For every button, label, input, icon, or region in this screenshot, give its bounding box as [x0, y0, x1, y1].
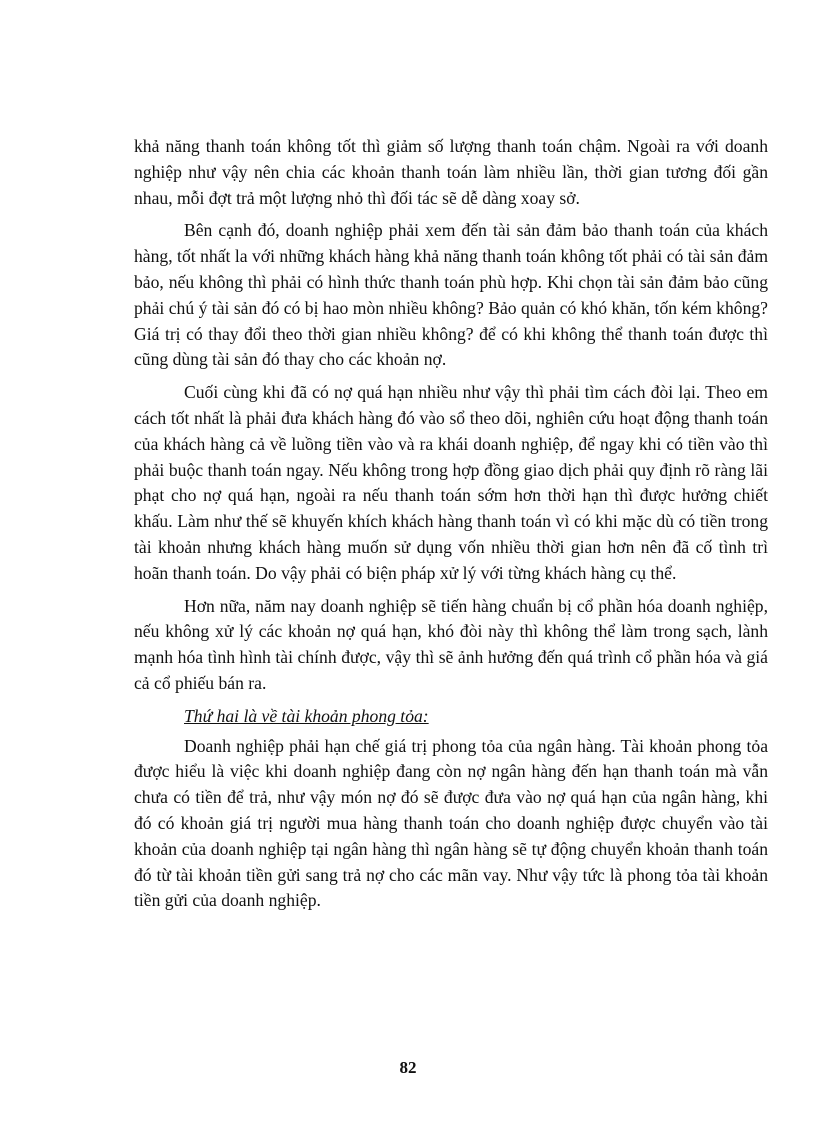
page-number: 82: [399, 1058, 417, 1077]
paragraph-overdue-debt: Cuối cùng khi đã có nợ quá hạn nhiều như vậy thì phải tìm cách đòi lại. Theo em cách tốt nhất là phải đưa khách hàng đó vào sổ theo dõi, nghiên cứu hoạt động thanh toán của khách hàng cả về luồng tiền vào và ra khái doanh nghiệp, để ngay khi có tiền vào thì phải buộc thanh toán ngay. Nếu không trong hợp đồng giao dịch phải quy định rõ ràng lãi phạt cho nợ quá hạn, ngoài ra nếu thanh toán sớm hơn thời hạn thì được hưởng chiết khấu. Làm như thế sẽ khuyến khích khách hàng thanh toán vì có khi mặc dù có tiền trong tài khoản nhưng khách hàng muốn sử dụng vốn nhiều thời gian hơn nên đã cố tình trì hoãn thanh toán. Do vậy phải có biện pháp xử lý với từng khách hàng cụ thể.: [134, 382, 768, 583]
paragraph-collateral: Bên cạnh đó, doanh nghiệp phải xem đến tài sản đảm bảo thanh toán của khách hàng, tốt nhất la với những khách hàng khả năng thanh toán không tốt phải có tài sản đảm bảo, nếu không thì phải có hình thức thanh toán phù hợp. Khi chọn tài sản đảm bảo cũng phải chú ý tài sản đó có bị hao mòn nhiều không? Bảo quản có khó khăn, tốn kém không? Giá trị có thay đổi theo thời gian nhiều không? để có khi không thể thanh toán được thì cũng dùng tài sản đó thay cho các khoản nợ.: [134, 220, 768, 370]
section-heading-blocked-account: Thứ hai là về tài khoản phong tỏa:: [184, 705, 429, 726]
paragraph-continuation: khả năng thanh toán không tốt thì giảm số lượng thanh toán chậm. Ngoài ra với doanh nghiệp như vậy nên chia các khoản thanh toán làm nhiều lần, thời gian tương đối gần nhau, mỗi đợt trả một lượng nhỏ thì đối tác sẽ dễ dàng xoay sở.: [134, 136, 768, 208]
paragraph-blocked-account: Doanh nghiệp phải hạn chế giá trị phong tỏa của ngân hàng. Tài khoản phong tỏa được hiểu là việc khi doanh nghiệp đang còn nợ ngân hàng đến hạn thanh toán mà vẫn chưa có tiền để trả, như vậy món nợ đó sẽ được đưa vào nợ quá hạn của ngân hàng, khi đó có khoản giá trị người mua hàng thanh toán cho doanh nghiệp được chuyển vào tài khoản của doanh nghiệp tại ngân hàng thì ngân hàng sẽ tự động chuyển khoản thanh toán đó từ tài khoản tiền gửi sang trả nợ cho các mãn vay. Như vậy tức là phong tỏa tài khoản tiền gửi của doanh nghiệp.: [134, 735, 768, 911]
paragraph-equitization: Hơn nữa, năm nay doanh nghiệp sẽ tiến hàng chuẩn bị cổ phần hóa doanh nghiệp, nếu không xử lý các khoản nợ quá hạn, khó đòi này thì không thể làm trong sạch, lành mạnh hóa tình hình tài chính được, vậy thì sẽ ảnh hưởng đến quá trình cổ phần hóa và giá cả cổ phiếu bán ra.: [134, 595, 768, 693]
document-body: [134, 134, 768, 921]
